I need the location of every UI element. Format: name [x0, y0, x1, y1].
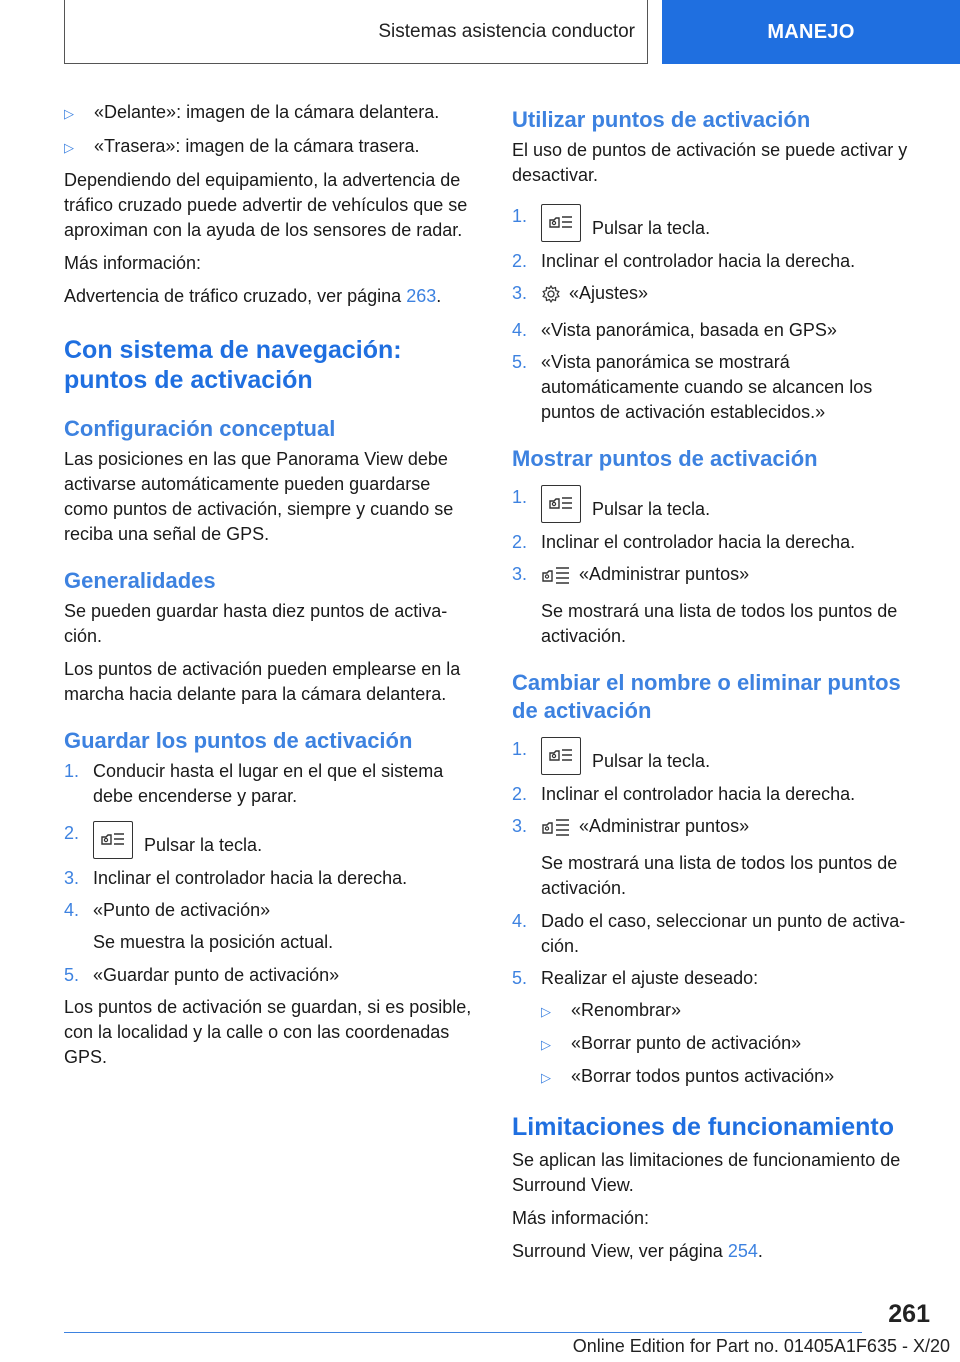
step-item: 5. «Guardar punto de activación»	[64, 965, 340, 985]
chapter-tab: MANEJO	[662, 0, 960, 64]
step-item: 5. Realizar el ajuste deseado:	[512, 968, 759, 988]
list-item: ▷ «Trasera»: imagen de la cámara trasera.	[64, 134, 479, 160]
triangle-right-icon: ▷	[541, 1070, 551, 1085]
list-item: ▷ «Renombrar»	[541, 998, 926, 1024]
paragraph: El uso de puntos de activación se puede activar y desactivar.	[512, 140, 908, 185]
subsection-heading: Guardar los puntos de activación	[64, 728, 413, 753]
step-item: 2. Inclinar el controlador hacia la derecha.	[512, 251, 856, 271]
step-item: 2. Inclinar el controlador hacia la derecha.	[512, 532, 856, 552]
step-item: 3. «Administrar puntos»	[512, 562, 926, 592]
step-note: Se mostrará una lista de todos los puntos de activación.	[541, 601, 898, 646]
step-note: Se mostrará una lista de todos los puntos de activación.	[541, 853, 898, 898]
subsection-heading: Cambiar el nombre o eliminar puntos de activación	[512, 670, 901, 723]
section-title: Sistemas asistencia conductor	[64, 0, 648, 64]
step-item: 5. «Vista panorámica se mostrará automáticamente cuando se alcancen los puntos de activación establecidos.»	[512, 352, 873, 422]
subsection-heading: Utilizar puntos de activación	[512, 107, 811, 132]
step-note: Se muestra la posición actual.	[93, 932, 334, 952]
list-item: ▷ «Delante»: imagen de la cámara delantera.	[64, 100, 479, 126]
page-link[interactable]: 254	[727, 1241, 758, 1261]
camera-list-icon	[541, 817, 571, 844]
subsection-heading: Mostrar puntos de activación	[512, 446, 818, 471]
paragraph: Dependiendo del equipamiento, la advertencia de tráfico cruzado puede advertir de vehículos que se aproximan con la ayuda de los sensores de radar.	[64, 170, 468, 240]
step-item: 4. «Punto de activación»	[64, 900, 271, 920]
step-item: 2. Inclinar el controlador hacia la derecha.	[512, 784, 856, 804]
subsection-heading: Generalidades	[64, 568, 216, 593]
step-item: 3. Inclinar el controlador hacia la derecha.	[64, 868, 408, 888]
paragraph: Los puntos de activación se guardan, si es posible, con la localidad y la calle o con las coordenadas GPS.	[64, 997, 472, 1067]
page-link[interactable]: 263	[406, 286, 437, 306]
step-item: 2. Pulsar la tecla.	[64, 821, 479, 859]
footer-divider	[64, 1332, 862, 1333]
camera-view-button-icon	[93, 821, 133, 859]
step-item: 1. Conducir hasta el lugar en el que el sistema debe encenderse y parar.	[64, 761, 444, 806]
step-item: 1. Pulsar la tecla.	[512, 737, 926, 775]
section-heading: Con sistema de navegación: puntos de activación	[64, 336, 402, 394]
step-item: 4. «Vista panorámica, basada en GPS»	[512, 320, 837, 340]
paragraph: Se pueden guardar hasta diez puntos de activación.	[64, 601, 448, 646]
step-item: 4. Dado el caso, seleccionar un punto de activación.	[512, 911, 906, 956]
cross-reference: Surround View, ver página 254.	[512, 1241, 763, 1261]
triangle-right-icon: ▷	[541, 1004, 551, 1019]
paragraph: Los puntos de activación pueden emplearse en la marcha hacia delante para la cámara delantera.	[64, 659, 461, 704]
camera-view-button-icon	[541, 485, 581, 523]
camera-view-button-icon	[541, 204, 581, 242]
list-item: ▷ «Borrar punto de activación»	[541, 1031, 926, 1057]
option-list	[512, 998, 926, 1090]
subsection-heading: Configuración conceptual	[64, 416, 336, 441]
triangle-right-icon: ▷	[541, 1037, 551, 1052]
paragraph: Se aplican las limitaciones de funcionamiento de Surround View.	[512, 1150, 901, 1195]
paragraph: Las posiciones en las que Panorama View debe activarse automáticamente pueden guardarse como puntos de activación, siempre y cuando se reciba una señal de GPS.	[64, 449, 454, 544]
page-number: 261	[888, 1300, 930, 1328]
more-info-label: Más información:	[512, 1208, 650, 1228]
right-column	[512, 100, 926, 1272]
triangle-right-icon: ▷	[64, 140, 74, 155]
list-item: ▷ «Borrar todos puntos activación»	[541, 1064, 926, 1090]
left-column	[64, 100, 479, 1078]
camera-view-button-icon	[541, 737, 581, 775]
gear-icon	[541, 284, 561, 311]
step-item: 3. «Administrar puntos»	[512, 814, 926, 844]
step-item: 1. Pulsar la tecla.	[512, 485, 926, 523]
page-header	[64, 0, 960, 66]
camera-list-icon	[541, 565, 571, 592]
step-item: 1. Pulsar la tecla.	[512, 204, 926, 242]
step-item: 3. «Ajustes»	[512, 281, 926, 311]
edition-footer: Online Edition for Part no. 01405A1F635 - X/20	[572, 1336, 950, 1356]
section-heading: Limitaciones de funcionamiento	[512, 1113, 894, 1141]
more-info-label: Más información:	[64, 253, 202, 273]
triangle-right-icon: ▷	[64, 106, 74, 121]
cross-reference: Advertencia de tráfico cruzado, ver página 263.	[64, 286, 442, 306]
